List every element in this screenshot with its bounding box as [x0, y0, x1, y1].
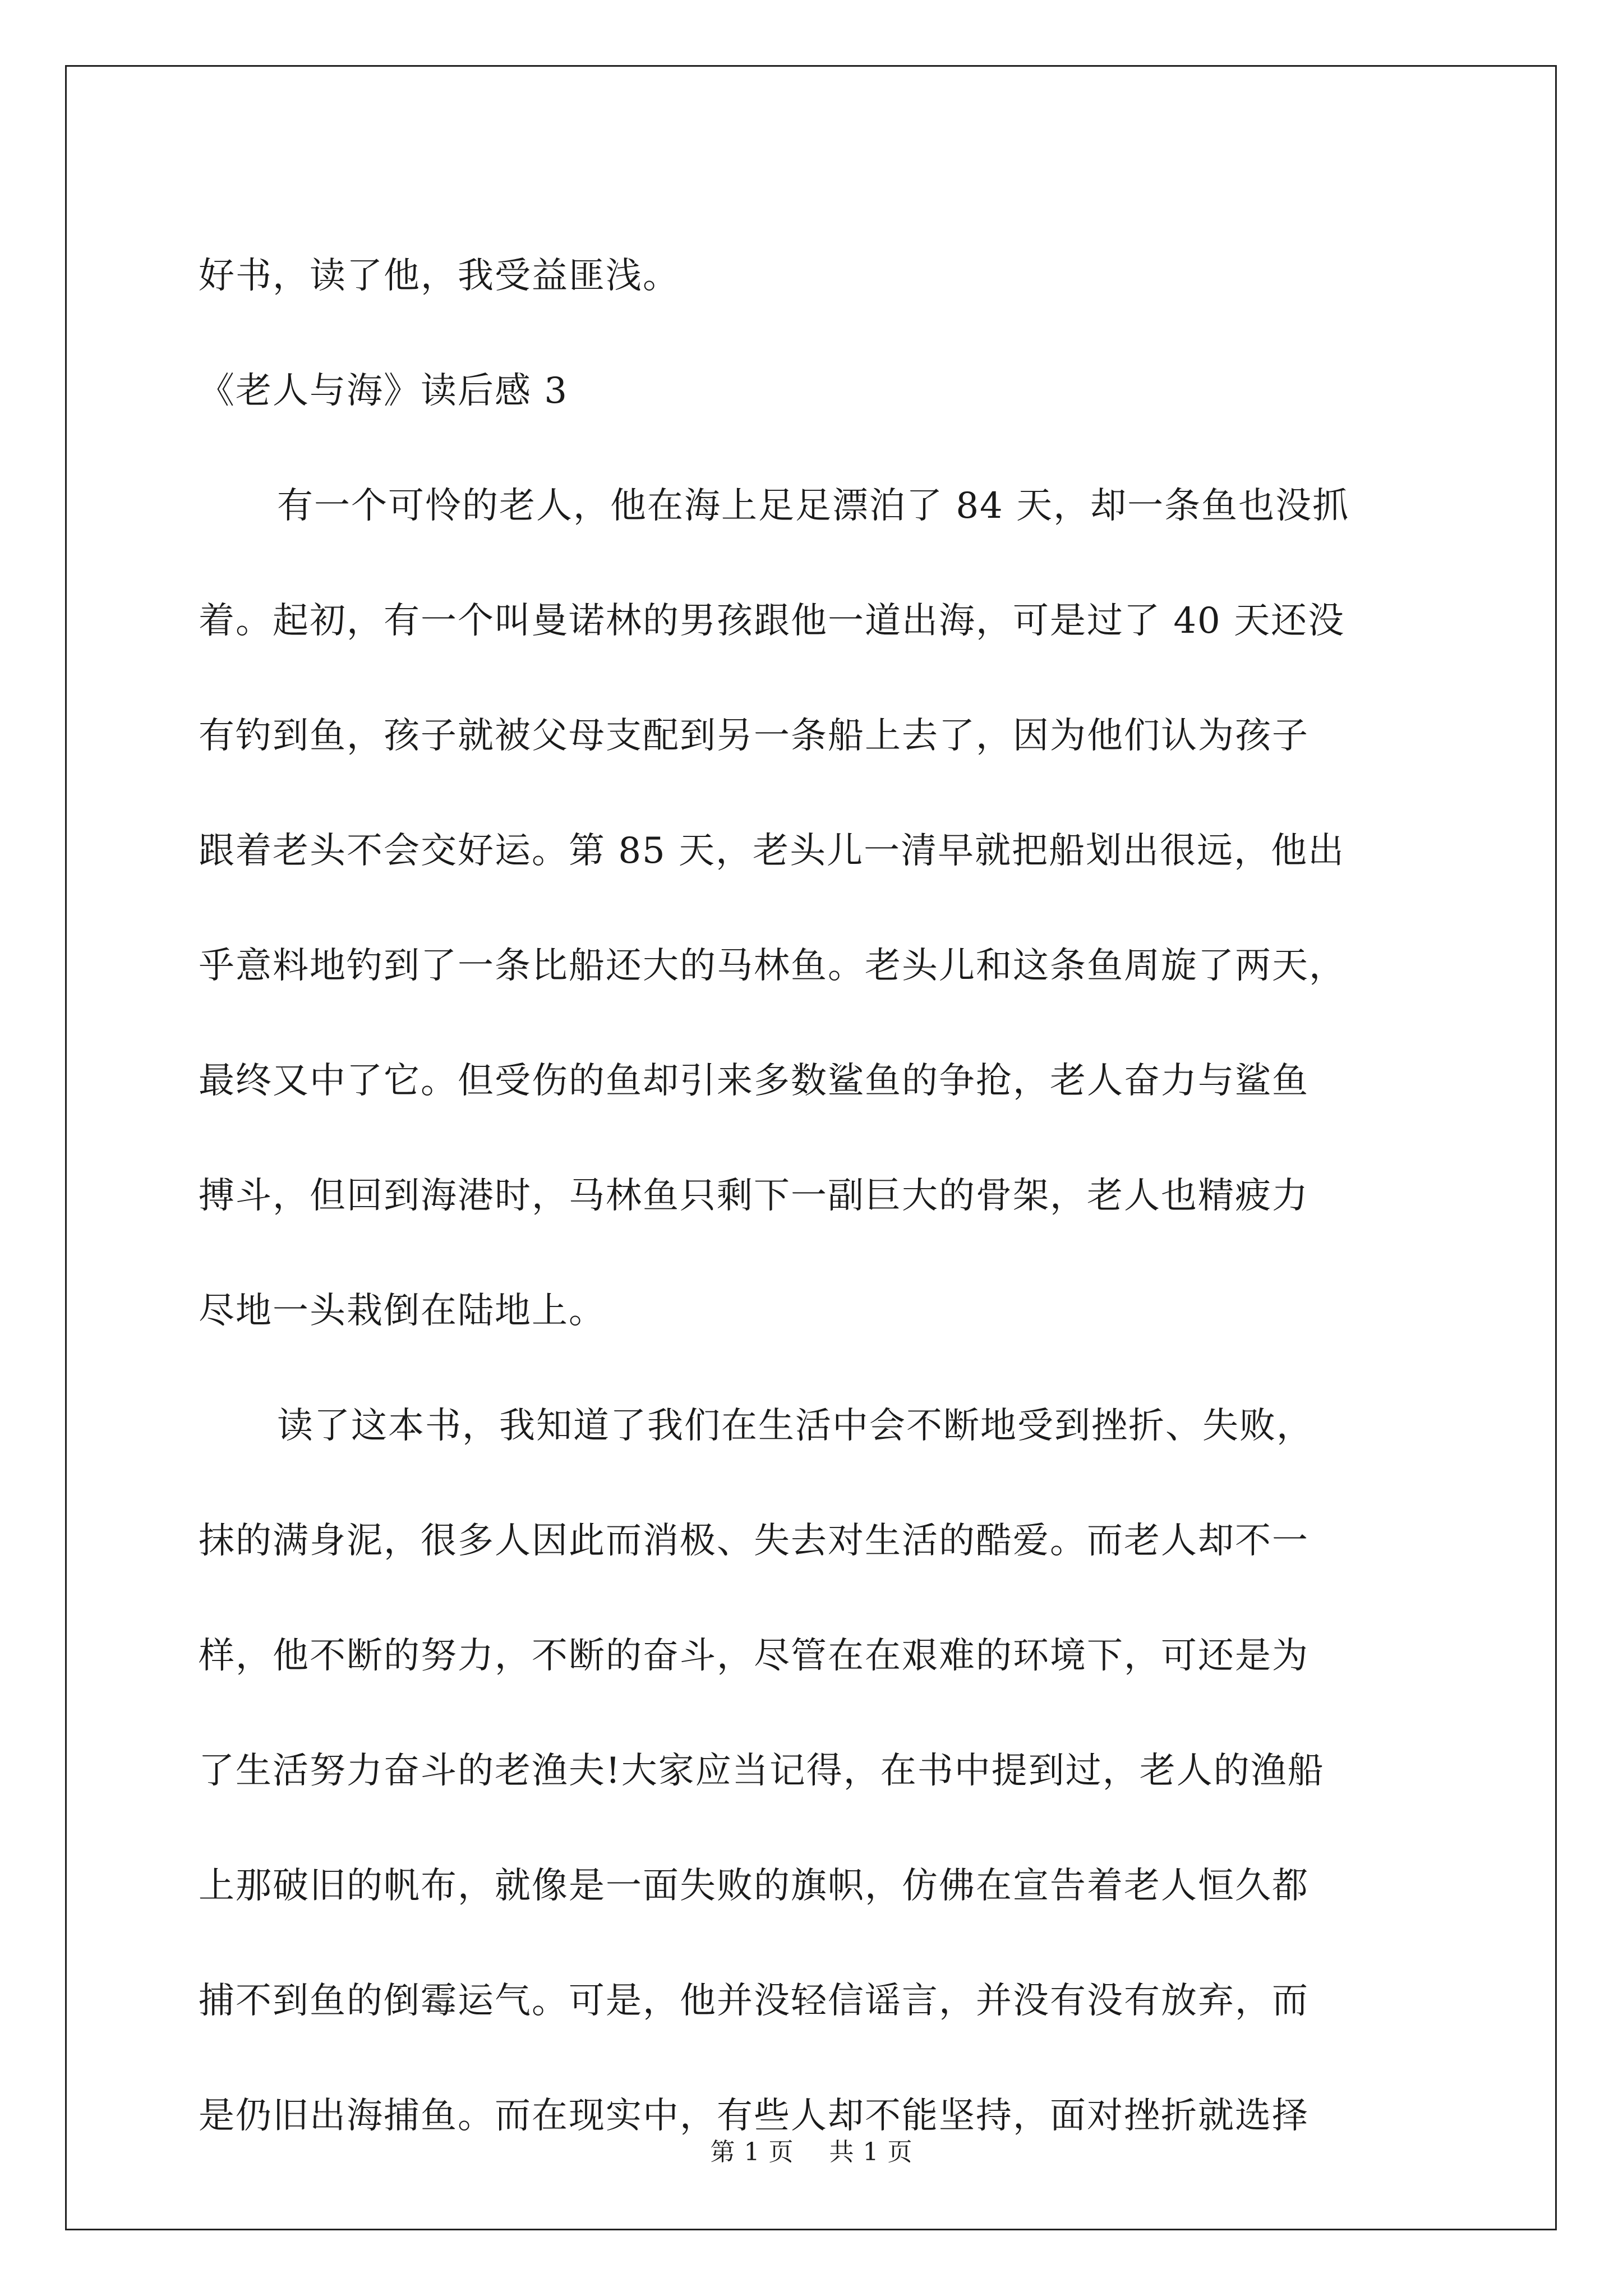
text-line: 上那破旧的帆布，就像是一面失败的旗帜，仿佛在宣告着老人恒久都: [199, 1865, 1309, 1907]
text-line: 抹的满身泥，很多人因此而消极、失去对生活的酷爱。而老人却不一: [199, 1520, 1309, 1562]
text-line: 最终又中了它。但受伤的鱼却引来多数鲨鱼的争抢，老人奋力与鲨鱼: [199, 1060, 1309, 1102]
text-line: 捕不到鱼的倒霉运气。可是，他并没轻信谣言，并没有没有放弃，而: [199, 1980, 1309, 2022]
text-line: 了生活努力奋斗的老渔夫!大家应当记得，在书中提到过，老人的渔船: [199, 1750, 1325, 1792]
section-heading: 《老人与海》读后感 3: [199, 370, 569, 412]
page-total: 共 1 页: [829, 2138, 913, 2166]
text-line: 搏斗，但回到海港时，马林鱼只剩下一副巨大的骨架，老人也精疲力: [199, 1175, 1309, 1217]
text-line: 有钓到鱼，孩子就被父母支配到另一条船上去了，因为他们认为孩子: [199, 715, 1309, 757]
text-line: 好书，读了他，我受益匪浅。: [199, 255, 680, 297]
text-line: 乎意料地钓到了一条比船还大的马林鱼。老头儿和这条鱼周旋了两天，: [199, 945, 1346, 987]
page-footer: [0, 2132, 1623, 2168]
text-line: 样，他不断的努力，不断的奋斗，尽管在在艰难的环境下，可还是为: [199, 1635, 1309, 1677]
text-line: 有一个可怜的老人，他在海上足足漂泊了 84 天，却一条鱼也没抓: [277, 485, 1350, 527]
text-line: 是仍旧出海捕鱼。而在现实中，有些人却不能坚持，面对挫折就选择: [199, 2095, 1309, 2137]
text-line: 尽地一头栽倒在陆地上。: [199, 1290, 606, 1332]
text-line: 读了这本书，我知道了我们在生活中会不断地受到挫折、失败，: [277, 1405, 1313, 1447]
document-body: [199, 219, 1455, 2174]
page-number: 第 1 页: [710, 2138, 794, 2166]
text-line: 着。起初，有一个叫曼诺林的男孩跟他一道出海，可是过了 40 天还没: [199, 600, 1345, 642]
text-line: 跟着老头不会交好运。第 85 天，老头儿一清早就把船划出很远，他出: [199, 830, 1345, 872]
